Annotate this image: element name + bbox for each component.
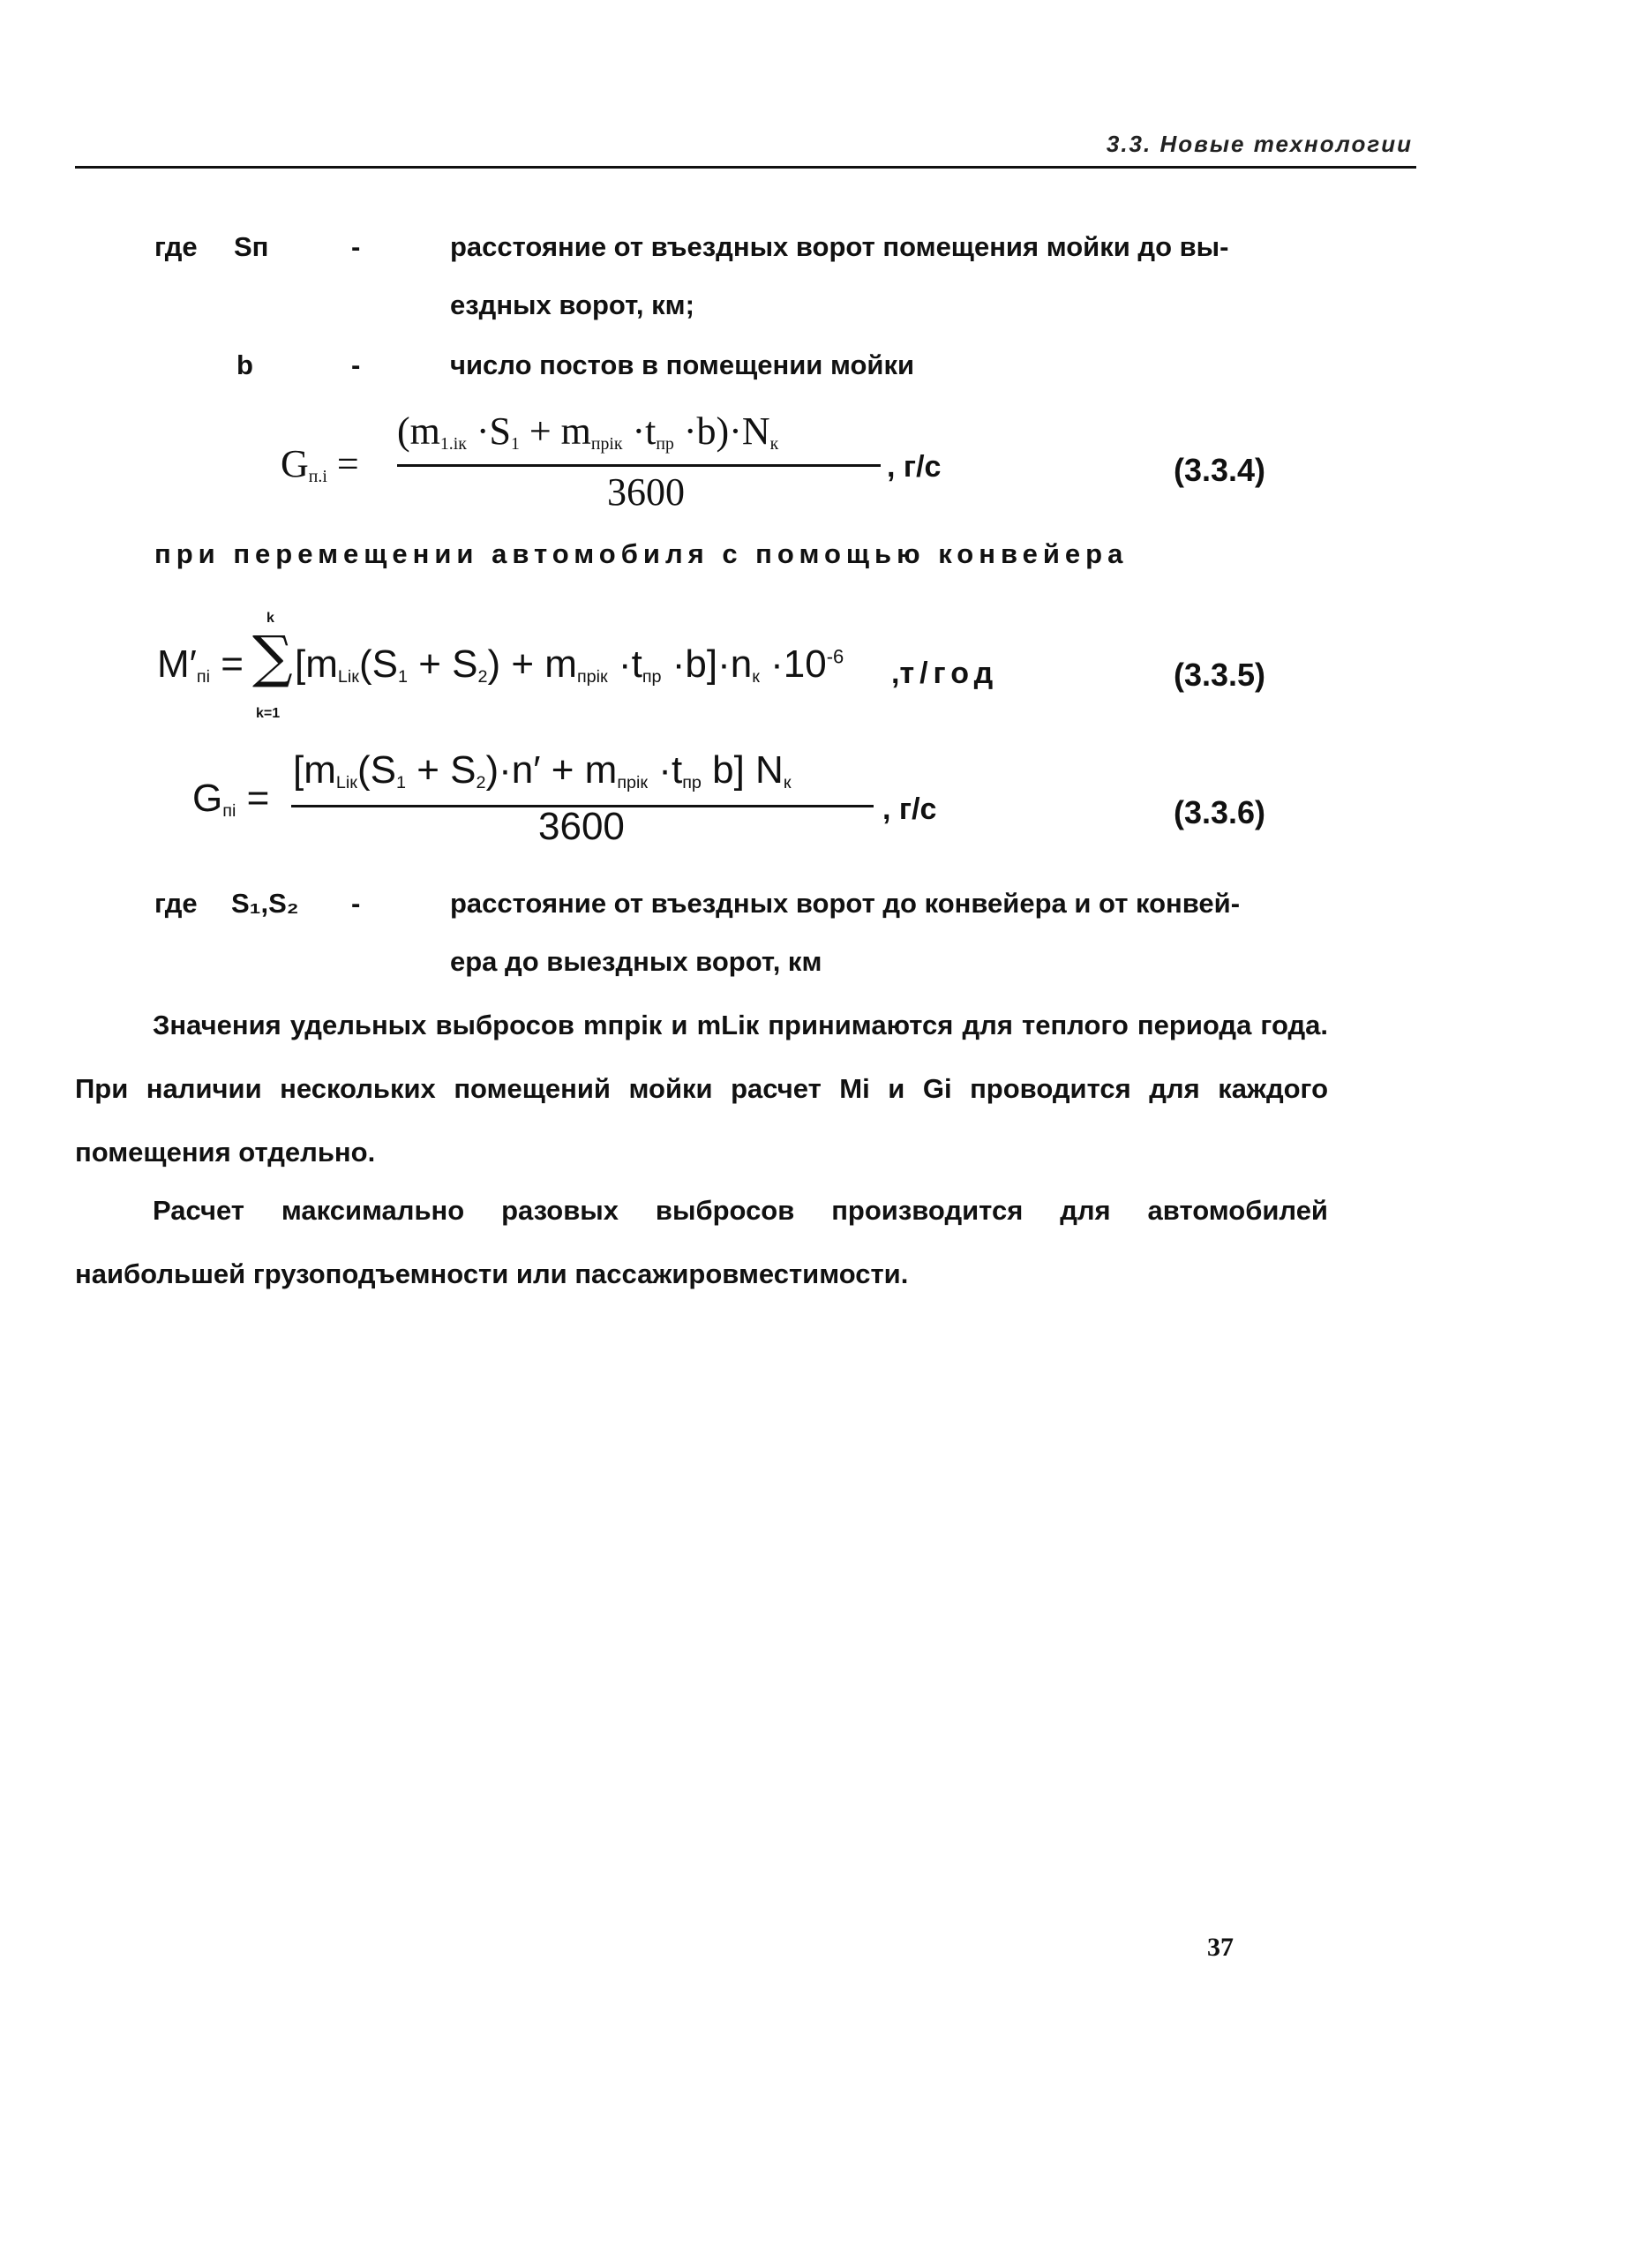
def-sp-text-line2: ездных ворот, км; [450, 289, 694, 320]
def-b-text: число постов в помещении мойки [450, 349, 915, 380]
def-lead-where: где [154, 231, 198, 262]
sum-lower-limit: k=1 [256, 706, 281, 721]
fraction-line [397, 464, 881, 467]
formula-denominator: 3600 [538, 805, 625, 848]
formula-numerator: [$m_{Lік}(S_1 + S_2)\cdot n' + m_{прік} \cdot t_{пр}$ b] $N_к$ [293, 748, 792, 792]
formula-body: $[m_{Lік}(S_1 + S_2) + m_{прік} \cdot t_{пр} \cdot b]\cdot n_к \cdot 10^{-6}$ [295, 642, 844, 687]
def-symbol-s1s2: S₁,S₂ [231, 888, 299, 919]
running-head: 3.3. Новые технологии [1106, 131, 1413, 157]
equation-number: (3.3.5) [1174, 657, 1266, 693]
equation-number: (3.3.4) [1174, 452, 1266, 488]
unit-text: г/с [898, 792, 937, 826]
formula-unit: , г/с [887, 450, 942, 484]
header-rule [75, 166, 1416, 169]
equation-number: (3.3.6) [1174, 794, 1266, 830]
def-symbol-b: b [236, 349, 253, 380]
formula-numerator: $(m_{1.ік} \cdot S_1 + m_{прік} \cdot t_{пр} \cdot b)\cdot N_к$ [397, 409, 779, 454]
conveyor-phrase: при перемещении автомобиля с помощью конвейера [154, 538, 1129, 569]
def-s1s2-text-line2: ера до выездных ворот, км [450, 946, 822, 977]
formula-denominator: 3600 [607, 470, 685, 514]
unit-text: г/с [903, 450, 942, 484]
formula-lhs: $M'_{пі}$ = [157, 642, 244, 687]
page-number: 37 [1207, 1933, 1234, 1962]
formula-unit: , г/с [882, 792, 937, 826]
paragraph-emissions: Значения удельных выбросов mпрік и mLік принимаются для теплого периода года. При наличии нескольких помещений мойки расчет Mі и Gі проводится для каждого помещения отдельно. [75, 1010, 1328, 1168]
unit-text: т/год [899, 657, 999, 690]
def-sp-text-line1: расстояние от въездных ворот помещения мойки до вы- [450, 231, 1229, 262]
def-dash: - [351, 231, 361, 262]
def-lead-where: где [154, 888, 198, 919]
sum-sign: ∑ [252, 625, 293, 690]
formula-unit: ,т/год [891, 657, 999, 690]
def-dash: - [351, 888, 361, 919]
formula-lhs: $G_{п.і}$ = [281, 442, 359, 486]
paragraph-max-emissions: Расчет максимально разовых выбросов производится для автомобилей наибольшей грузоподъемности или пассажировместимости. [75, 1195, 1328, 1289]
sum-upper-limit: k [266, 611, 274, 626]
def-s1s2-text-line1: расстояние от въездных ворот до конвейера и от конвей- [450, 888, 1241, 919]
formula-lhs: $G_{пі}$ = [192, 777, 270, 821]
def-dash: - [351, 349, 361, 380]
def-symbol-sp: Sп [234, 231, 269, 262]
